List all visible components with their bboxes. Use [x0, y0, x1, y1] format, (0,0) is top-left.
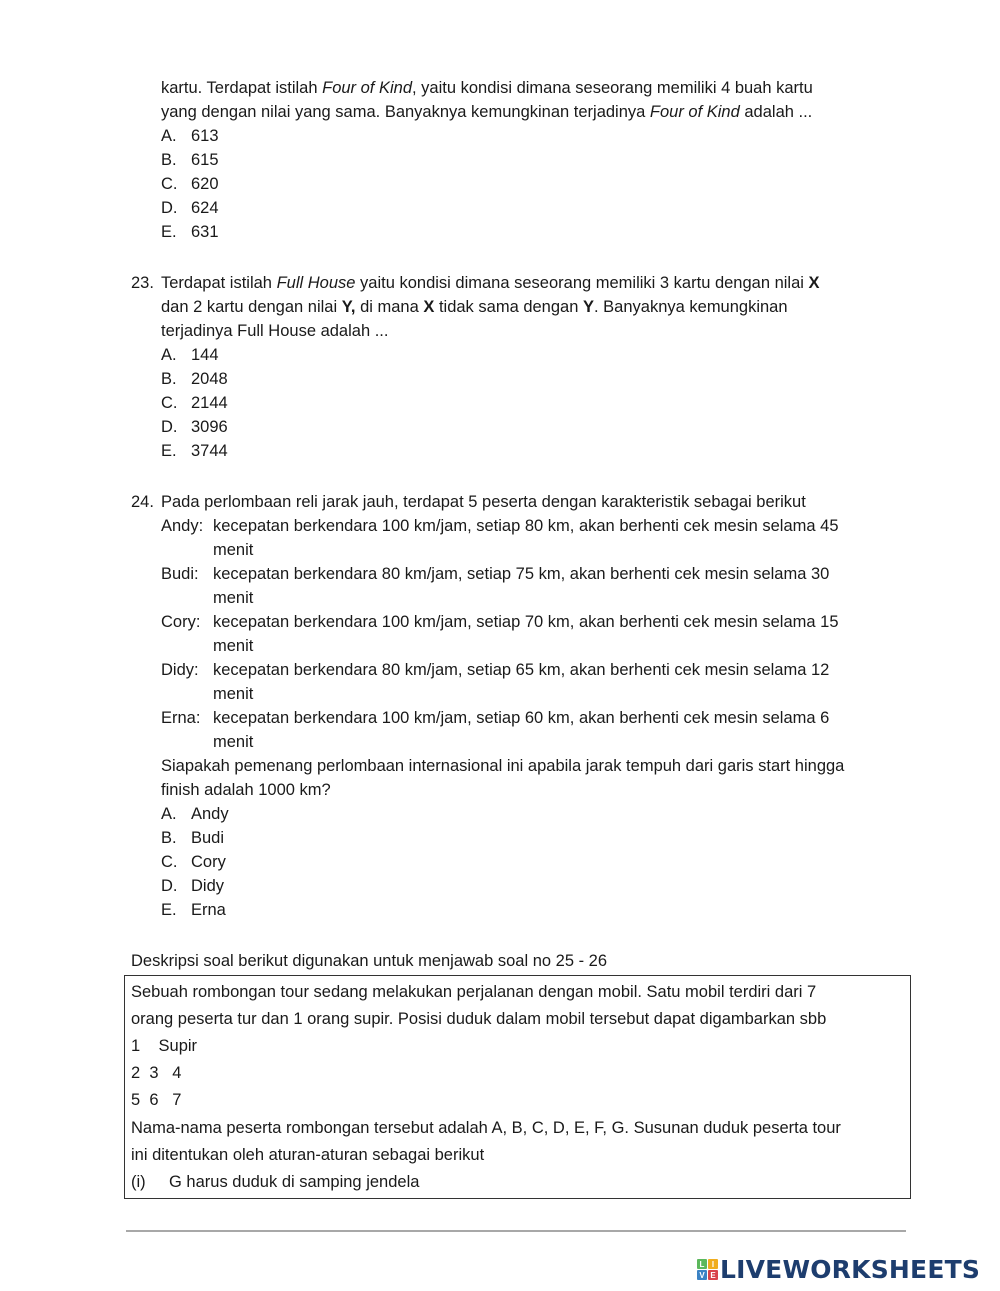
option-letter: B.: [161, 370, 177, 388]
participant-didy-desc: kecepatan berkendara 80 km/jam, setiap 65 km, akan berhenti cek mesin selama 12: [213, 661, 830, 679]
participant-erna-cont: menit: [213, 733, 254, 751]
q23-text-line-3: terjadinya Full House adalah ...: [161, 322, 389, 340]
text: tidak sama dengan: [434, 298, 583, 316]
q22-option-c[interactable]: [161, 172, 219, 196]
option-text: 624: [191, 199, 219, 217]
option-letter: E.: [161, 442, 177, 460]
participant-andy-name: Andy:: [161, 517, 204, 535]
option-letter: D.: [161, 418, 178, 436]
seat-row-3: 5 6 7: [131, 1091, 182, 1109]
q23-text-line-2: [161, 295, 788, 319]
term-four-of-kind: Four of Kind: [322, 79, 413, 97]
participant-didy-cont: menit: [213, 685, 254, 703]
option-text: Andy: [191, 805, 229, 823]
q24-option-a[interactable]: [161, 802, 229, 826]
q24-option-d[interactable]: [161, 874, 224, 898]
variable-y: Y,: [341, 298, 356, 316]
participant-andy-desc: kecepatan berkendara 100 km/jam, setiap 80 km, akan berhenti cek mesin selama 45: [213, 517, 839, 535]
description-line-6: Nama-nama peserta rombongan tersebut adalah A, B, C, D, E, F, G. Susunan duduk peserta tour: [131, 1119, 841, 1137]
option-text: 631: [191, 223, 219, 241]
participant-andy-cont: menit: [213, 541, 254, 559]
term-four-of-kind: Four of Kind: [649, 103, 740, 121]
rule-text: G harus duduk di samping jendela: [169, 1173, 420, 1191]
participant-cory-desc: kecepatan berkendara 100 km/jam, setiap 70 km, akan berhenti cek mesin selama 15: [213, 613, 839, 631]
participant-cory-name: Cory:: [161, 613, 201, 631]
text: , yaitu kondisi dimana seseorang memiliki 4 buah kartu: [412, 79, 813, 97]
participant-budi-name: Budi:: [161, 565, 199, 583]
variable-x: X: [423, 298, 435, 316]
participant-budi-desc: kecepatan berkendara 80 km/jam, setiap 75 km, akan berhenti cek mesin selama 30: [213, 565, 830, 583]
q23-option-a[interactable]: [161, 343, 219, 367]
option-text: 613: [191, 127, 219, 145]
q22-option-a[interactable]: [161, 124, 219, 148]
option-letter: C.: [161, 853, 178, 871]
text: di mana: [355, 298, 424, 316]
description-line-2: orang peserta tur dan 1 orang supir. Posisi duduk dalam mobil tersebut dapat digambarkan sbb: [131, 1010, 827, 1028]
liveworksheets-logo: [697, 1255, 980, 1284]
participant-didy-name: Didy:: [161, 661, 199, 679]
description-line-7: ini ditentukan oleh aturan-aturan sebagai berikut: [131, 1146, 485, 1164]
q23-option-d[interactable]: [161, 415, 228, 439]
participant-erna-name: Erna:: [161, 709, 201, 727]
option-letter: D.: [161, 877, 178, 895]
participant-cory-cont: menit: [213, 637, 254, 655]
seat-row-1: 1 Supir: [131, 1037, 198, 1055]
text: kartu. Terdapat istilah: [161, 79, 323, 97]
q24-intro: Pada perlombaan reli jarak jauh, terdapat 5 peserta dengan karakteristik sebagai berikut: [161, 493, 806, 511]
q24-option-e[interactable]: [161, 898, 226, 922]
text: . Banyaknya kemungkinan: [594, 298, 788, 316]
seat-row-2: 2 3 4: [131, 1064, 182, 1082]
question-number: 23.: [131, 274, 154, 292]
footer-divider: [126, 1230, 906, 1232]
q22-option-b[interactable]: [161, 148, 219, 172]
q24-option-c[interactable]: [161, 850, 226, 874]
q24-question-line-1: Siapakah pemenang perlombaan internasional ini apabila jarak tempuh dari garis start hingga: [161, 757, 845, 775]
option-letter: B.: [161, 829, 177, 847]
q24-option-b[interactable]: [161, 826, 224, 850]
option-text: 615: [191, 151, 219, 169]
option-letter: C.: [161, 175, 178, 193]
variable-x: X: [808, 274, 820, 292]
q23-option-e[interactable]: [161, 439, 228, 463]
logo-letter: L: [697, 1259, 707, 1269]
q24-number: 24.: [131, 493, 154, 511]
option-text: Erna: [191, 901, 226, 919]
option-text: 2048: [191, 370, 228, 388]
q22-text-line-2: [161, 100, 812, 124]
option-letter: D.: [161, 199, 178, 217]
option-letter: C.: [161, 394, 178, 412]
q22-option-d[interactable]: [161, 196, 219, 220]
option-text: Cory: [191, 853, 226, 871]
q22-text-line-1: [161, 76, 813, 100]
participant-erna-desc: kecepatan berkendara 100 km/jam, setiap 60 km, akan berhenti cek mesin selama 6: [213, 709, 830, 727]
option-text: 3096: [191, 418, 228, 436]
text: yaitu kondisi dimana seseorang memiliki 3 kartu dengan nilai: [355, 274, 809, 292]
option-letter: E.: [161, 901, 177, 919]
term-full-house: Full House: [276, 274, 356, 292]
participant-budi-cont: menit: [213, 589, 254, 607]
logo-live-icon: [697, 1259, 718, 1280]
logo-letter: I: [708, 1259, 718, 1269]
option-letter: A.: [161, 805, 177, 823]
variable-y: Y: [582, 298, 594, 316]
logo-letter: V: [697, 1270, 707, 1280]
option-text: Didy: [191, 877, 225, 895]
option-letter: A.: [161, 346, 177, 364]
option-text: 3744: [191, 442, 228, 460]
q23-text-line-1: [161, 271, 820, 295]
text: dan 2 kartu dengan nilai: [161, 298, 342, 316]
text: Terdapat istilah: [161, 274, 277, 292]
rule-number: (i): [131, 1173, 146, 1191]
text: adalah ...: [739, 103, 813, 121]
q23-number: [131, 271, 154, 295]
description-heading: Deskripsi soal berikut digunakan untuk menjawab soal no 25 - 26: [131, 952, 608, 970]
option-text: 620: [191, 175, 219, 193]
q23-option-c[interactable]: [161, 391, 228, 415]
logo-text: LIVEWORKSHEETS: [720, 1255, 981, 1284]
option-text: 2144: [191, 394, 228, 412]
option-letter: A.: [161, 127, 177, 145]
text: yang dengan nilai yang sama. Banyaknya kemungkinan terjadinya: [161, 103, 650, 121]
q24-question-line-2: finish adalah 1000 km?: [161, 781, 331, 799]
q22-option-e[interactable]: [161, 220, 219, 244]
option-letter: E.: [161, 223, 177, 241]
description-line-1: Sebuah rombongan tour sedang melakukan perjalanan dengan mobil. Satu mobil terdiri dari 7: [131, 983, 817, 1001]
q23-option-b[interactable]: [161, 367, 228, 391]
option-text: 144: [191, 346, 219, 364]
option-text: Budi: [191, 829, 225, 847]
logo-letter: E: [708, 1270, 718, 1280]
option-letter: B.: [161, 151, 177, 169]
